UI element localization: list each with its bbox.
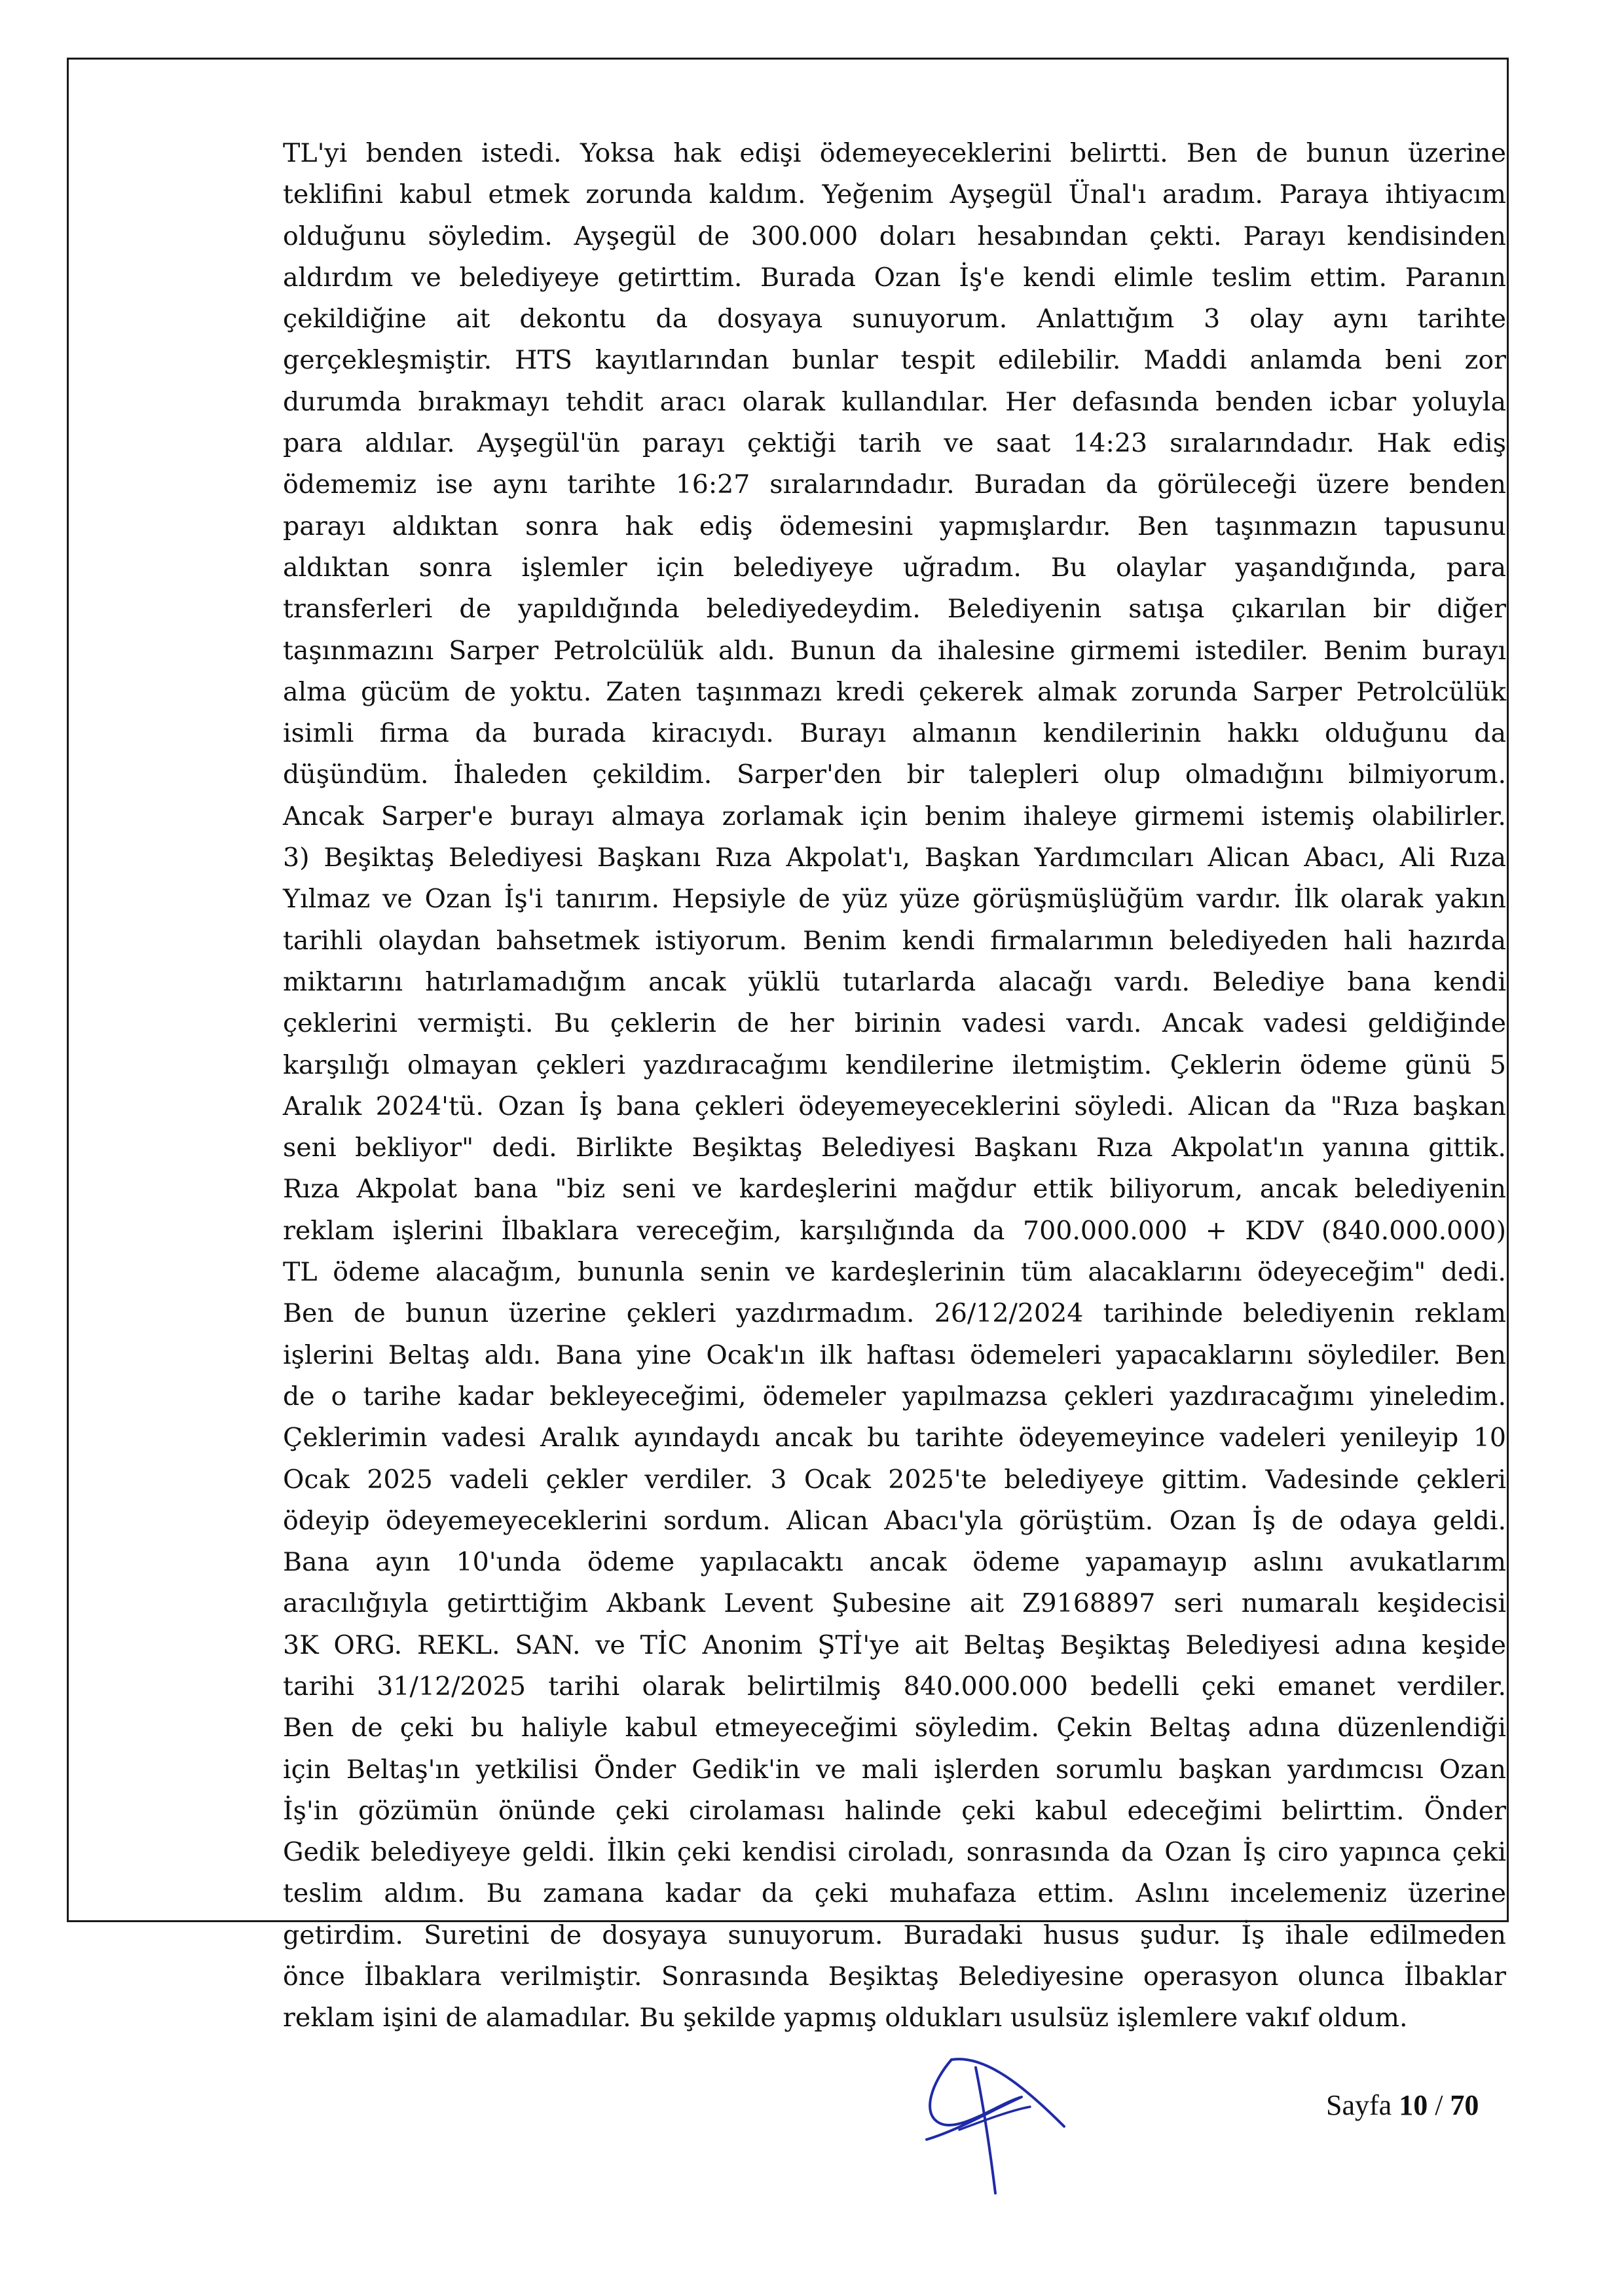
text-line: çekildiğine ait dekontu da dosyaya sunuyorum. Anlattığım 3 olay aynı tarihte: [283, 304, 1506, 335]
text-line: düşündüm. İhaleden çekildim. Sarper'den bir talepleri olup olmadığını bilmiyorum.: [283, 759, 1506, 790]
text-line: 3) Beşiktaş Belediyesi Başkanı Rıza Akpolat'ı, Başkan Yardımcıları Alican Abacı, Ali Rıza: [283, 843, 1506, 873]
text-line: Yılmaz ve Ozan İş'i tanırım. Hepsiyle de yüz yüze görüşmüşlüğüm vardır. İlk olarak yakın: [283, 884, 1506, 915]
text-line: ödeyip ödeyemeyeceklerini sordum. Alican Abacı'yla görüştüm. Ozan İş de odaya geldi.: [283, 1505, 1506, 1536]
page-prefix: Sayfa: [1326, 2089, 1392, 2121]
text-line: Ocak 2025 vadeli çekler verdiler. 3 Ocak 2025'te belediyeye gittim. Vadesinde çekleri: [283, 1464, 1506, 1495]
page-current: 10: [1399, 2089, 1428, 2121]
text-line: Rıza Akpolat bana "biz seni ve kardeşlerini mağdur ettik biliyorum, ancak belediyenin: [283, 1174, 1506, 1205]
text-line: Gedik belediyeye geldi. İlkin çeki kendisi ciroladı, sonrasında da Ozan İş ciro yapınca çeki: [283, 1837, 1506, 1868]
text-line: ödememiz ise aynı tarihte 16:27 sıralarındadır. Buradan da görüleceği üzere benden: [283, 469, 1506, 500]
text-line: Ben de çeki bu haliyle kabul etmeyeceğimi söyledim. Çekin Beltaş adına düzenlendiği: [283, 1713, 1506, 1743]
text-line: transferleri de yapıldığında belediyedeydim. Belediyenin satışa çıkarılan bir diğer: [283, 594, 1506, 625]
page-number: [1326, 2088, 1479, 2122]
text-line: 3K ORG. REKL. SAN. ve TİC Anonim ŞTİ'ye ait Beltaş Beşiktaş Belediyesi adına keşide: [283, 1630, 1506, 1660]
text-line: isimli firma da burada kiracıydı. Burayı almanın kendilerinin hakkı olduğunu da: [283, 718, 1506, 749]
text-line: durumda bırakmayı tehdit aracı olarak kullandılar. Her defasında benden icbar yoluyla: [283, 386, 1506, 417]
text-line: işlerini Beltaş aldı. Bana yine Ocak'ın ilk haftası ödemeleri yapacaklarını söylediler. Ben: [283, 1339, 1506, 1370]
text-line: İş'in gözümün önünde çeki cirolaması halinde çeki kabul edeceğimi belirttim. Önder: [283, 1795, 1506, 1826]
text-line: tarihli olaydan bahsetmek istiyorum. Benim kendi firmalarımın belediyeden hali hazırda: [283, 925, 1506, 956]
text-line: Aralık 2024'tü. Ozan İş bana çekleri ödeyemeyeceklerini söyledi. Alican da "Rıza başkan: [283, 1091, 1506, 1121]
text-line: para aldılar. Ayşegül'ün parayı çektiği tarih ve saat 14:23 sıralarındadır. Hak ediş: [283, 428, 1506, 459]
text-line: parayı aldıktan sonra hak ediş ödemesini yapmışlardır. Ben taşınmazın tapusunu: [283, 511, 1506, 541]
text-line: gerçekleşmiştir. HTS kayıtlarından bunlar tespit edilebilir. Maddi anlamda beni zor: [283, 345, 1506, 376]
signature-image: [913, 2041, 1084, 2198]
text-line: Çeklerimin vadesi Aralık ayındaydı ancak bu tarihte ödeyemeyince vadeleri yenileyip 10: [283, 1423, 1506, 1453]
page-total: 70: [1450, 2089, 1479, 2121]
text-line: TL'yi benden istedi. Yoksa hak edişi ödemeyeceklerini belirtti. Ben de bunun üzerine: [283, 138, 1506, 168]
text-line: karşılığı olmayan çekleri yazdıracağımı kendilerine iletmiştim. Çeklerin ödeme günü 5: [283, 1049, 1506, 1080]
page-separator: /: [1435, 2089, 1443, 2121]
text-line: olduğunu söyledim. Ayşegül de 300.000 doları hesabından çekti. Parayı kendisinden: [283, 221, 1506, 251]
text-line: aldırdım ve belediyeye getirttim. Burada Ozan İş'e kendi elimle teslim ettim. Paranın: [283, 262, 1506, 293]
text-line: aldıktan sonra işlemler için belediyeye uğradım. Bu olaylar yaşandığında, para: [283, 552, 1506, 583]
text-line: önce İlbaklara verilmiştir. Sonrasında Beşiktaş Belediyesine operasyon olunca İlbaklar: [283, 1961, 1506, 1992]
text-line: seni bekliyor" dedi. Birlikte Beşiktaş Belediyesi Başkanı Rıza Akpolat'ın yanına gittik.: [283, 1133, 1506, 1163]
text-line: aracılığıyla getirttiğim Akbank Levent Şubesine ait Z9168897 seri numaralı keşidecisi: [283, 1588, 1506, 1619]
text-line: getirdim. Suretini de dosyaya sunuyorum. Buradaki husus şudur. İş ihale edilmeden: [283, 1920, 1506, 1950]
text-line: teklifini kabul etmek zorunda kaldım. Yeğenim Ayşegül Ünal'ı aradım. Paraya ihtiyacım: [283, 179, 1506, 210]
text-line: alma gücüm de yoktu. Zaten taşınmazı kredi çekerek almak zorunda Sarper Petrolcülük: [283, 676, 1506, 707]
text-line: teslim aldım. Bu zamana kadar da çeki muhafaza ettim. Aslını incelemeniz üzerine: [283, 1878, 1506, 1909]
text-line: tarihi 31/12/2025 tarihi olarak belirtilmiş 840.000.000 bedelli çeki emanet verdiler.: [283, 1671, 1506, 1702]
text-line: için Beltaş'ın yetkilisi Önder Gedik'in ve mali işlerden sorumlu başkan yardımcısı Ozan: [283, 1754, 1506, 1785]
document-body: [283, 133, 1506, 2039]
text-line: Ancak Sarper'e burayı almaya zorlamak için benim ihaleye girmemi istemiş olabilirler.: [283, 801, 1506, 831]
text-line: miktarını hatırlamadığım ancak yüklü tutarlarda alacağı vardı. Belediye bana kendi: [283, 966, 1506, 997]
text-line: reklam işini de alamadılar. Bu şekilde yapmış oldukları usulsüz işlemlere vakıf oldum.: [283, 2003, 1408, 2033]
text-line: reklam işlerini İlbaklara vereceğim, karşılığında da 700.000.000 + KDV (840.000.000): [283, 1215, 1506, 1246]
text-line: çeklerini vermişti. Bu çeklerin de her birinin vadesi vardı. Ancak vadesi geldiğinde: [283, 1008, 1506, 1039]
text-line: Bana ayın 10'unda ödeme yapılacaktı ancak ödeme yapamayıp aslını avukatlarım: [283, 1547, 1506, 1578]
text-line: TL ödeme alacağım, bununla senin ve kardeşlerinin tüm alacaklarını ödeyeceğim" dedi.: [283, 1257, 1506, 1288]
text-line: taşınmazını Sarper Petrolcülük aldı. Bunun da ihalesine girmemi istediler. Benim burayı: [283, 635, 1506, 666]
text-line: Ben de bunun üzerine çekleri yazdırmadım. 26/12/2024 tarihinde belediyenin reklam: [283, 1298, 1506, 1329]
text-line: de o tarihe kadar bekleyeceğimi, ödemeler yapılmazsa çekleri yazdıracağımı yineledim.: [283, 1381, 1506, 1412]
